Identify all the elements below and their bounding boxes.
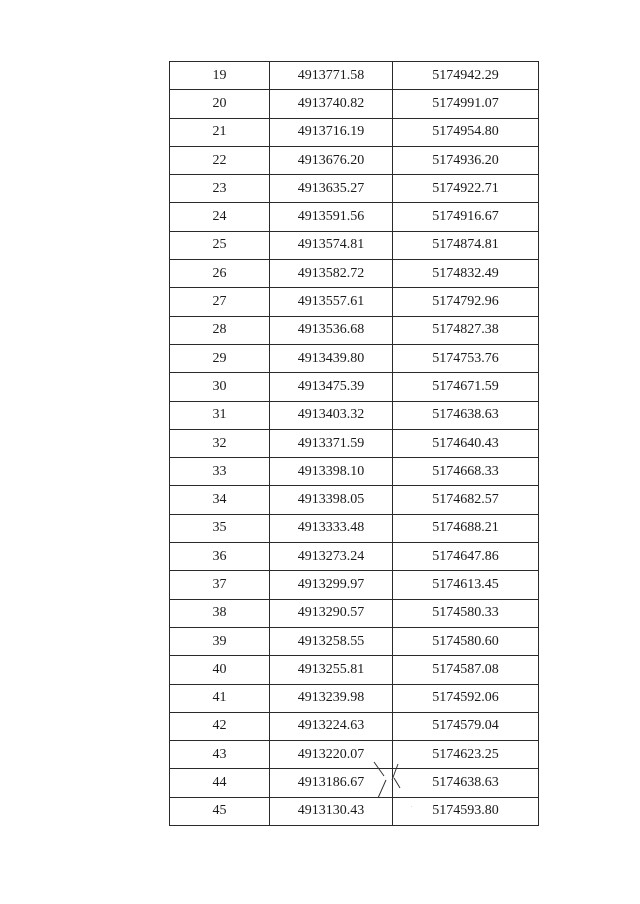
coordinates-table	[169, 61, 539, 826]
table-row	[170, 429, 539, 457]
x-coordinate-cell: 4913716.19	[270, 118, 393, 146]
table-row	[170, 175, 539, 203]
point-number-cell: 42	[170, 712, 270, 740]
point-number-cell: 41	[170, 684, 270, 712]
point-number-cell: 44	[170, 769, 270, 797]
y-coordinate-cell: 5174922.71	[393, 175, 539, 203]
x-coordinate-cell: 4913676.20	[270, 146, 393, 174]
y-coordinate-cell: 5174640.43	[393, 429, 539, 457]
y-coordinate-cell: 5174668.33	[393, 458, 539, 486]
table-row	[170, 627, 539, 655]
point-number-cell: 25	[170, 231, 270, 259]
point-number-cell: 19	[170, 62, 270, 90]
table-row	[170, 684, 539, 712]
x-coordinate-cell: 4913333.48	[270, 514, 393, 542]
x-coordinate-cell: 4913574.81	[270, 231, 393, 259]
point-number-cell: 34	[170, 486, 270, 514]
x-coordinate-cell: 4913371.59	[270, 429, 393, 457]
table-row	[170, 401, 539, 429]
x-coordinate-cell: 4913130.43	[270, 797, 393, 825]
table-row	[170, 203, 539, 231]
point-number-cell: 37	[170, 571, 270, 599]
point-number-cell: 35	[170, 514, 270, 542]
x-coordinate-cell: 4913255.81	[270, 656, 393, 684]
x-coordinate-cell: 4913536.68	[270, 316, 393, 344]
y-coordinate-cell: 5174753.76	[393, 344, 539, 372]
table-row	[170, 458, 539, 486]
point-number-cell: 23	[170, 175, 270, 203]
y-coordinate-cell: 5174874.81	[393, 231, 539, 259]
point-number-cell: 45	[170, 797, 270, 825]
x-coordinate-cell: 4913439.80	[270, 344, 393, 372]
coordinates-table-body	[170, 62, 539, 826]
x-coordinate-cell: 4913771.58	[270, 62, 393, 90]
table-row	[170, 769, 539, 797]
y-coordinate-cell: 5174580.33	[393, 599, 539, 627]
table-row	[170, 288, 539, 316]
table-row	[170, 62, 539, 90]
y-coordinate-cell: 5174682.57	[393, 486, 539, 514]
table-row	[170, 656, 539, 684]
y-coordinate-cell: 5174688.21	[393, 514, 539, 542]
point-number-cell: 39	[170, 627, 270, 655]
x-coordinate-cell: 4913398.05	[270, 486, 393, 514]
x-coordinate-cell: 4913224.63	[270, 712, 393, 740]
pen-mark-icon	[372, 758, 412, 828]
x-coordinate-cell: 4913591.56	[270, 203, 393, 231]
y-coordinate-cell: 5174991.07	[393, 90, 539, 118]
y-coordinate-cell: 5174942.29	[393, 62, 539, 90]
x-coordinate-cell: 4913239.98	[270, 684, 393, 712]
table-row	[170, 599, 539, 627]
table-row	[170, 118, 539, 146]
y-coordinate-cell: 5174623.25	[393, 741, 539, 769]
point-number-cell: 20	[170, 90, 270, 118]
point-number-cell: 36	[170, 543, 270, 571]
y-coordinate-cell: 5174592.06	[393, 684, 539, 712]
y-coordinate-cell: 5174792.96	[393, 288, 539, 316]
point-number-cell: 22	[170, 146, 270, 174]
x-coordinate-cell: 4913273.24	[270, 543, 393, 571]
x-coordinate-cell: 4913635.27	[270, 175, 393, 203]
y-coordinate-cell: 5174579.04	[393, 712, 539, 740]
table-row	[170, 231, 539, 259]
point-number-cell: 21	[170, 118, 270, 146]
y-coordinate-cell: 5174832.49	[393, 260, 539, 288]
y-coordinate-cell: 5174647.86	[393, 543, 539, 571]
x-coordinate-cell: 4913475.39	[270, 373, 393, 401]
point-number-cell: 30	[170, 373, 270, 401]
x-coordinate-cell: 4913220.07	[270, 741, 393, 769]
y-coordinate-cell: 5174916.67	[393, 203, 539, 231]
table-row	[170, 90, 539, 118]
table-row	[170, 373, 539, 401]
y-coordinate-cell: 5174613.45	[393, 571, 539, 599]
table-row	[170, 712, 539, 740]
x-coordinate-cell: 4913299.97	[270, 571, 393, 599]
point-number-cell: 40	[170, 656, 270, 684]
x-coordinate-cell: 4913740.82	[270, 90, 393, 118]
x-coordinate-cell: 4913557.61	[270, 288, 393, 316]
point-number-cell: 38	[170, 599, 270, 627]
y-coordinate-cell: 5174638.63	[393, 401, 539, 429]
table-row	[170, 543, 539, 571]
table-row	[170, 797, 539, 825]
point-number-cell: 33	[170, 458, 270, 486]
y-coordinate-cell: 5174827.38	[393, 316, 539, 344]
table-row	[170, 316, 539, 344]
table-row	[170, 514, 539, 542]
y-coordinate-cell: 5174936.20	[393, 146, 539, 174]
point-number-cell: 26	[170, 260, 270, 288]
point-number-cell: 28	[170, 316, 270, 344]
y-coordinate-cell: 5174638.63	[393, 769, 539, 797]
point-number-cell: 27	[170, 288, 270, 316]
x-coordinate-cell: 4913403.32	[270, 401, 393, 429]
x-coordinate-cell: 4913258.55	[270, 627, 393, 655]
point-number-cell: 31	[170, 401, 270, 429]
x-coordinate-cell: 4913186.67	[270, 769, 393, 797]
y-coordinate-cell: 5174587.08	[393, 656, 539, 684]
x-coordinate-cell: 4913582.72	[270, 260, 393, 288]
point-number-cell: 29	[170, 344, 270, 372]
y-coordinate-cell: 5174671.59	[393, 373, 539, 401]
table-row	[170, 344, 539, 372]
x-coordinate-cell: 4913398.10	[270, 458, 393, 486]
point-number-cell: 32	[170, 429, 270, 457]
y-coordinate-cell: 5174580.60	[393, 627, 539, 655]
y-coordinate-cell: 5174954.80	[393, 118, 539, 146]
table-row	[170, 260, 539, 288]
point-number-cell: 43	[170, 741, 270, 769]
table-row	[170, 486, 539, 514]
point-number-cell: 24	[170, 203, 270, 231]
x-coordinate-cell: 4913290.57	[270, 599, 393, 627]
table-row	[170, 571, 539, 599]
table-row	[170, 741, 539, 769]
table-row	[170, 146, 539, 174]
y-coordinate-cell: 5174593.80	[393, 797, 539, 825]
